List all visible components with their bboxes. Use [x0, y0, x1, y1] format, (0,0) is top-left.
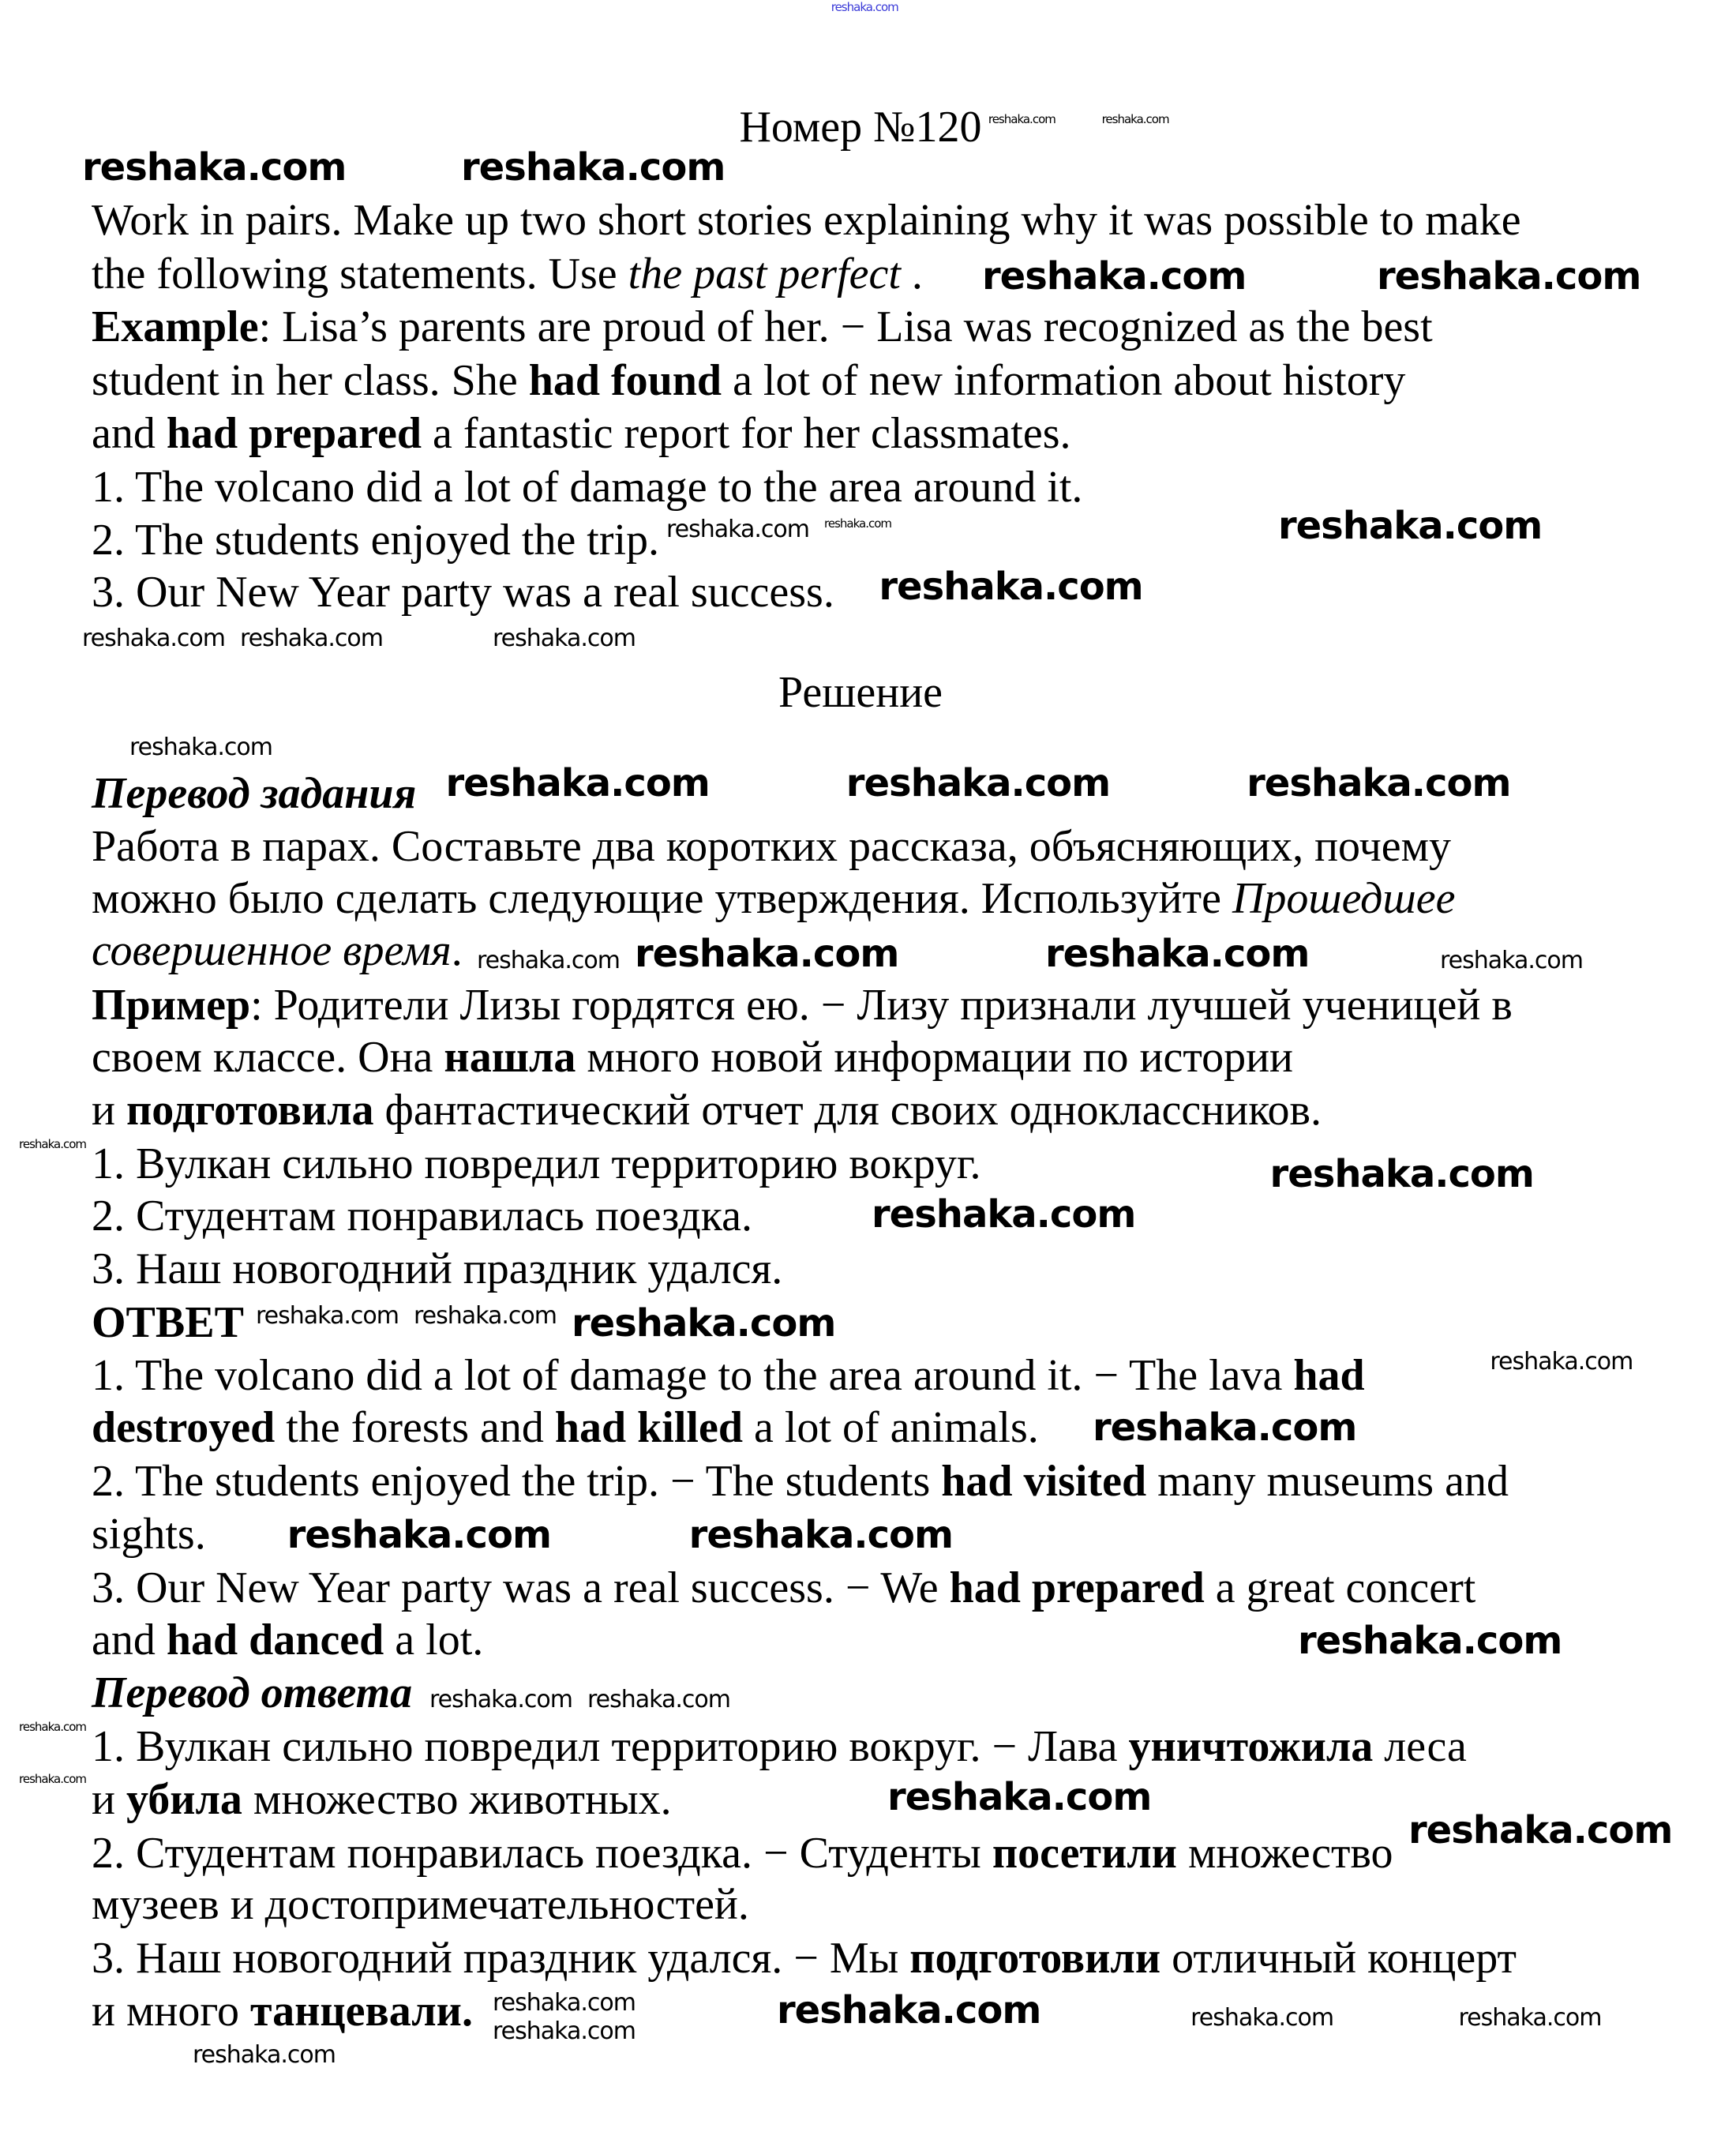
watermark-text: reshaka.com	[824, 516, 891, 531]
watermark-text: reshaka.com	[129, 734, 272, 761]
bold-text: Example	[92, 302, 259, 352]
text-line	[92, 1084, 1322, 1136]
watermark-text: reshaka.com	[982, 254, 1247, 298]
watermark-text: reshaka.com	[19, 1720, 86, 1734]
page-title: Номер №120	[739, 103, 982, 152]
text-line	[92, 248, 923, 300]
text-segment: 1. Вулкан сильно повредил территорию вокруг. − Лава	[92, 1721, 1129, 1771]
text-line	[92, 768, 416, 820]
text-segment: 3. Наш новогодний праздник удался.	[92, 1244, 783, 1294]
text-line	[92, 407, 1071, 460]
text-segment: 3. Our New Year party was a real success.	[92, 568, 834, 617]
text-segment: a lot.	[384, 1615, 484, 1664]
italic-text: совершенное время	[92, 925, 452, 975]
watermark-text: reshaka.com	[1408, 1808, 1673, 1852]
text-segment: and	[92, 1615, 167, 1664]
bold-text: had prepared	[949, 1563, 1205, 1612]
watermark-text: reshaka.com	[572, 1301, 836, 1345]
bold-text: Перевод ответа	[92, 1668, 413, 1718]
watermark-text: reshaka.com	[287, 1513, 551, 1558]
italic-text: the past perfect	[628, 249, 901, 298]
watermark-text: reshaka.com	[1093, 1406, 1357, 1450]
text-line	[92, 925, 463, 977]
text-segment: and	[92, 409, 167, 459]
text-segment: 3. Наш новогодний праздник удался. − Мы	[92, 1933, 910, 1983]
text-segment: и много	[92, 1987, 250, 2036]
text-line	[92, 1614, 483, 1666]
bold-text: had killed	[554, 1403, 743, 1453]
watermark-text: reshaka.com	[988, 112, 1055, 127]
text-segment: student in her class. She	[92, 355, 529, 405]
watermark-text: reshaka.com	[445, 760, 710, 805]
text-line	[92, 1721, 1467, 1773]
text-segment: : Родители Лизы гордятся ею. − Лизу признали лучшей ученицей в	[250, 981, 1513, 1030]
text-segment: the forests and	[275, 1403, 555, 1453]
text-segment: множество животных.	[242, 1775, 672, 1825]
text-line	[92, 1402, 1039, 1454]
text-segment: 1. Вулкан сильно повредил территорию вокруг.	[92, 1139, 981, 1188]
text-line	[92, 1667, 412, 1719]
text-line	[92, 873, 1455, 925]
bold-text: убила	[126, 1775, 242, 1825]
text-segment: 2. Студентам понравилась поездка.	[92, 1191, 752, 1240]
text-segment: 1. The volcano did a lot of damage to the area around it.	[92, 462, 1083, 512]
bold-text: уничтожила	[1128, 1721, 1374, 1771]
watermark-text: reshaka.com	[429, 1686, 572, 1713]
watermark-text: reshaka.com	[461, 145, 726, 190]
watermark-text: reshaka.com	[587, 1686, 730, 1713]
watermark-text: reshaka.com	[1298, 1619, 1562, 1663]
text-line	[92, 1243, 782, 1295]
bold-text: подготовила	[126, 1086, 374, 1135]
watermark-text: reshaka.com	[1101, 112, 1169, 127]
text-line	[92, 1878, 749, 1931]
bold-text: Перевод задания	[92, 768, 417, 818]
watermark-text: reshaka.com	[1440, 947, 1583, 974]
watermark-text: reshaka.com	[1458, 2004, 1602, 2032]
watermark-text: reshaka.com	[414, 1302, 557, 1330]
watermark-text: reshaka.com	[493, 625, 636, 652]
text-segment: 2. The students enjoyed the trip. − The students	[92, 1456, 942, 1506]
watermark-text: reshaka.com	[1190, 2004, 1334, 2032]
watermark-text: reshaka.com	[493, 2017, 636, 2045]
bold-text: had found	[528, 355, 722, 405]
text-line	[92, 1985, 473, 2037]
watermark-text: reshaka.com	[19, 1772, 86, 1786]
bold-text: Пример	[92, 981, 251, 1030]
text-line	[92, 1297, 244, 1349]
text-line	[92, 1562, 1475, 1614]
watermark-text: reshaka.com	[240, 625, 383, 652]
text-segment: и	[92, 1775, 126, 1825]
watermark-text: reshaka.com	[879, 564, 1143, 609]
watermark-text: reshaka.com	[1277, 504, 1543, 549]
bold-text: ОТВЕТ	[92, 1297, 244, 1347]
watermark-text: reshaka.com	[82, 145, 347, 190]
text-line	[92, 1138, 981, 1190]
bold-text: had danced	[166, 1615, 384, 1664]
text-segment: музеев и достопримечательностей.	[92, 1880, 749, 1930]
watermark-text: reshaka.com	[256, 1302, 399, 1330]
text-segment: леса	[1373, 1721, 1467, 1771]
text-segment: the following statements. Use	[92, 249, 628, 298]
text-segment: множество	[1176, 1828, 1393, 1878]
watermark-text: reshaka.com	[831, 0, 898, 15]
watermark-text: reshaka.com	[493, 1989, 636, 2017]
watermark-text: reshaka.com	[193, 2041, 336, 2069]
watermark-text: reshaka.com	[887, 1775, 1152, 1819]
text-line	[92, 1190, 752, 1242]
bold-text: destroyed	[92, 1403, 276, 1453]
text-line	[92, 301, 1433, 353]
text-line	[92, 566, 834, 618]
watermark-text: reshaka.com	[19, 1137, 86, 1151]
text-line	[92, 1932, 1517, 1984]
text-line	[92, 1827, 1393, 1879]
watermark-text: reshaka.com	[477, 947, 620, 974]
text-segment: a lot of new information about history	[722, 355, 1406, 405]
bold-text: танцевали.	[249, 1987, 473, 2036]
watermark-text: reshaka.com	[635, 932, 899, 976]
text-line	[92, 820, 1451, 873]
bold-text: посетили	[992, 1828, 1177, 1878]
watermark-text: reshaka.com	[82, 625, 225, 652]
bold-text: had visited	[941, 1456, 1147, 1506]
watermark-text: reshaka.com	[1269, 1152, 1534, 1197]
solution-heading: Решение	[778, 667, 943, 717]
bold-text: had	[1293, 1351, 1365, 1401]
text-line	[92, 1349, 1365, 1402]
text-line	[92, 1773, 672, 1826]
text-segment: своем классе. Она	[92, 1032, 444, 1082]
watermark-text: reshaka.com	[846, 760, 1111, 805]
text-segment: 1. The volcano did a lot of damage to the area around it. − The lava	[92, 1351, 1294, 1401]
watermark-text: reshaka.com	[1045, 932, 1310, 976]
text-segment: много новой информации по истории	[576, 1032, 1294, 1082]
italic-text: Прошедшее	[1232, 874, 1456, 924]
text-segment: a fantastic report for her classmates.	[421, 409, 1071, 459]
text-line	[92, 1455, 1509, 1507]
bold-text: подготовили	[909, 1933, 1161, 1983]
text-segment: можно было сделать следующие утверждения. Используйте	[92, 874, 1232, 924]
text-segment: .	[900, 249, 923, 298]
text-segment: : Lisa’s parents are proud of her. − Lisa was recognized as the best	[258, 302, 1433, 352]
text-line	[92, 979, 1513, 1031]
watermark-text: reshaka.com	[1490, 1348, 1633, 1376]
text-line	[92, 355, 1405, 407]
text-line	[92, 461, 1082, 513]
text-segment: 2. Студентам понравилась поездка. − Студенты	[92, 1828, 992, 1878]
watermark-text: reshaka.com	[872, 1192, 1136, 1237]
text-segment: .	[451, 925, 463, 975]
text-segment: и	[92, 1086, 126, 1135]
text-line	[92, 194, 1521, 246]
text-segment: фантастический отчет для своих одноклассников.	[373, 1086, 1322, 1135]
text-segment: отличный концерт	[1160, 1933, 1517, 1983]
watermark-text: reshaka.com	[777, 1988, 1041, 2032]
watermark-text: reshaka.com	[688, 1513, 954, 1558]
watermark-text: reshaka.com	[1247, 760, 1511, 805]
bold-text: had prepared	[166, 409, 422, 459]
text-segment: sights.	[92, 1510, 206, 1559]
text-segment: a great concert	[1204, 1563, 1476, 1612]
text-segment: Работа в парах. Составьте два коротких рассказа, объясняющих, почему	[92, 822, 1452, 872]
bold-text: нашла	[444, 1032, 576, 1082]
text-segment: many museums and	[1146, 1456, 1509, 1506]
watermark-text: reshaka.com	[666, 516, 809, 543]
text-line	[92, 1031, 1293, 1083]
text-segment: 3. Our New Year party was a real success. − We	[92, 1563, 950, 1612]
text-segment: 2. The students enjoyed the trip.	[92, 516, 660, 565]
text-line	[92, 514, 659, 566]
text-segment: a lot of animals.	[742, 1403, 1039, 1453]
watermark-text: reshaka.com	[1377, 254, 1641, 298]
text-line	[92, 1508, 206, 1560]
text-segment: Work in pairs. Make up two short stories explaining why it was possible to make	[92, 196, 1521, 246]
